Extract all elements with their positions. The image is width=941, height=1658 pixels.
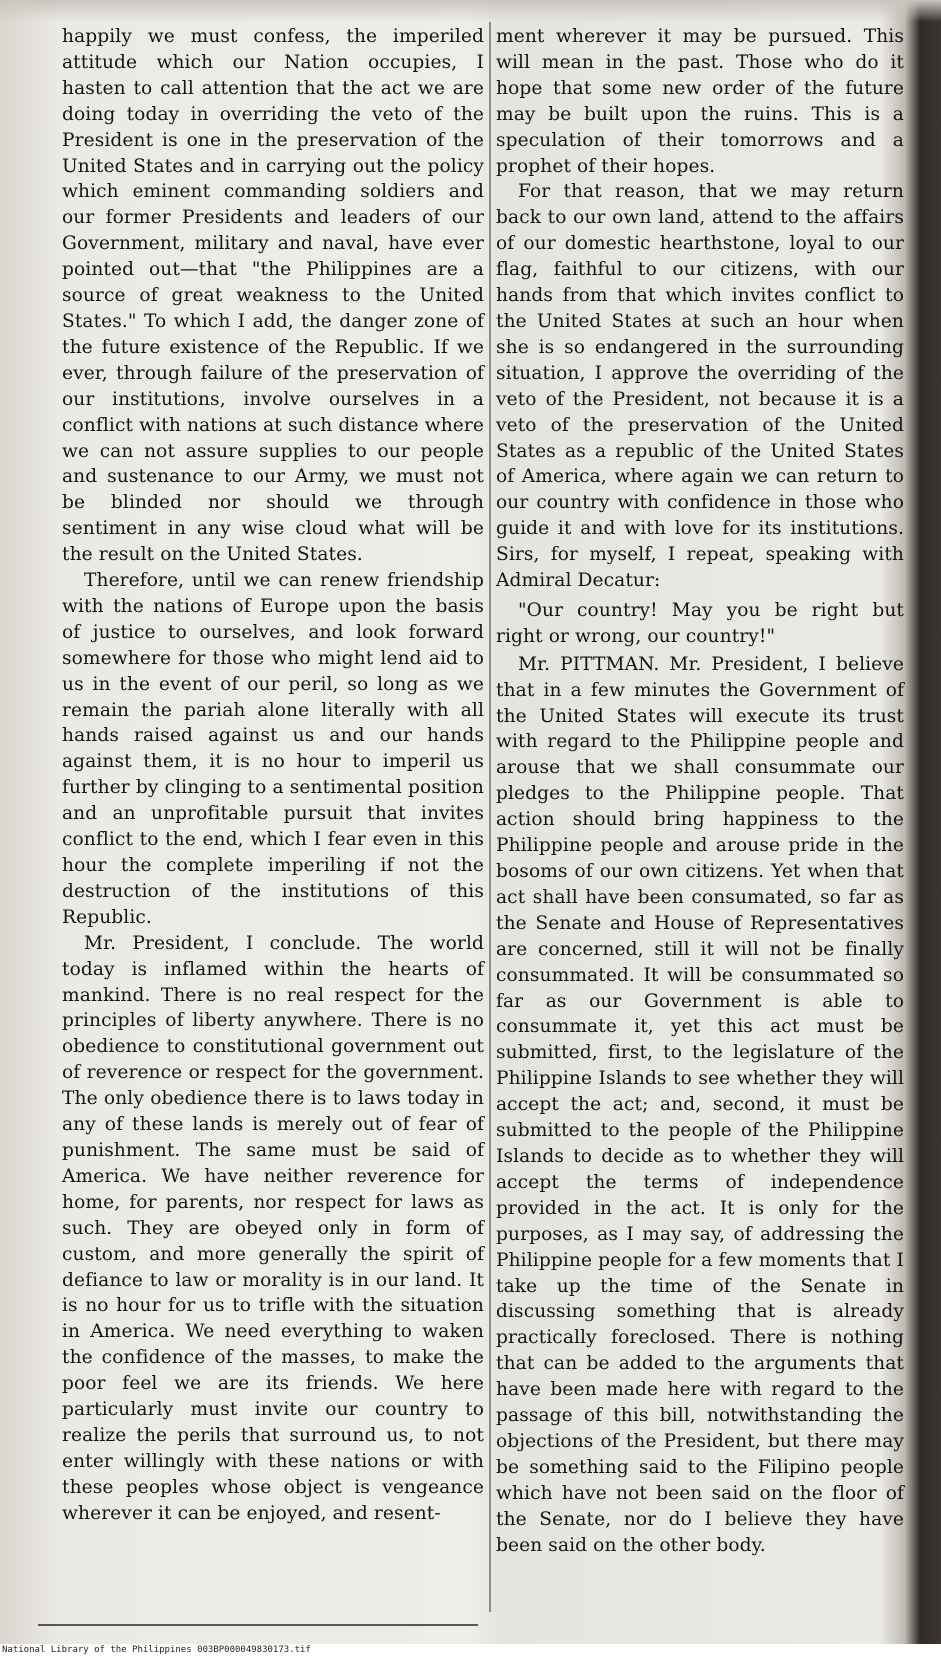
scan-edge-shadow bbox=[0, 0, 941, 22]
footer-caption: National Library of the Philippines 003BP000049830173.tif bbox=[2, 1645, 311, 1655]
bottom-rule bbox=[38, 1624, 478, 1626]
left-column bbox=[62, 24, 484, 1527]
left-paragraph-3: Mr. President, I conclude. The world today is inflamed within the hearts of mankind. There is no real respect for the principles of liberty anywhere. There is no obedience to constitutional government out of reverence or respect for the government. The only obedience there is to laws today in any of these lands is merely out of fear of punishment. The same must be said of America. We have neither reverence for home, for parents, nor respect for laws as such. They are obeyed only in form of custom, and more generally the spirit of defiance to law or morality is in our land. It is no hour for us to trifle with the situation in America. We need everything to waken the confidence of the masses, to make the poor feel we are its friends. We here particularly must invite our country to realize the perils that surround us, to not enter willingly with these nations or with these peoples whose object is vengeance wherever it can be enjoyed, and resent- bbox=[62, 932, 484, 1524]
left-paragraph-1: happily we must confess, the imperiled attitude which our Nation occupies, I hasten to call attention that the act we are doing today in overriding the veto of the President is one in the preservation of the United States and in carrying out the policy which eminent commanding soldiers and our former Presidents and leaders of our Government, military and naval, have ever pointed out—that "the Philippines are a source of great weakness to the United States." To which I add, the danger zone of the future existence of the Republic. If we ever, through failure of the preservation of our institutions, involve ourselves in a conflict with nations at such distance where we can not assure supplies to our people and sustenance to our Army, we must not be blinded nor should we through sentiment in any wise cloud what will be the result on the United States. bbox=[62, 26, 484, 566]
right-column bbox=[496, 24, 904, 1558]
column-divider bbox=[489, 22, 491, 1612]
left-paragraph-2: Therefore, until we can renew friendship with the nations of Europe upon the basis of justice to ourselves, and look forward somewhere for those who might lend aid to us in the event of our peril, so long as we remain the pariah alone literally with all hands raised against us and our hands against them, it is no hour to imperil us further by clinging to a sentimental position and an unprofitable pursuit that invites conflict to the end, which I fear even in this hour the complete imperiling if not the destruction of the institutions of this Republic. bbox=[62, 570, 484, 928]
right-paragraph-3: Mr. PITTMAN. Mr. President, I believe that in a few minutes the Government of the United States will execute its trust with regard to the Philippine people and arouse that we shall consummate our pledges to the Philippine people. That action should bring happiness to the Philippine people and arouse pride in the bosoms of our own citizens. Yet when that act shall have been consumated, so far as the Senate and House of Representatives are concerned, still it will not be finally consummated. It will be consummated so far as our Government is able to consummate it, yet this act must be submitted, first, to the legislature of the Philippine Islands to see whether they will accept the act; and, second, it must be submitted to the people of the Philippine Islands to decide as to whether they will accept the terms of independence provided in the act. It is only for the purposes, as I may say, of addressing the Philippine people for a few moments that I take up the time of the Senate in discussing something that is already practically foreclosed. There is nothing that can be added to the arguments that have been made here with regard to the passage of this bill, notwithstanding the objections of the President, but there may be something said to the Filipino people which have not been said on the floor of the Senate, nor do I believe they have been said on the other body. bbox=[496, 653, 904, 1556]
right-paragraph-1: ment wherever it may be pursued. This will mean in the past. Those who do it hope that some new order of the future may be built upon the ruins. This is a speculation of their tomorrows and a prophet of their hopes. bbox=[496, 26, 904, 177]
scan-footer bbox=[0, 1644, 941, 1658]
right-paragraph-2: For that reason, that we may return back to our own land, attend to the affairs of our domestic hearthstone, loyal to our flag, faithful to our citizens, with our hands from that which invites conflict to the United States at such an hour when she is so endangered in the surrounding situation, I approve the overriding of the veto of the President, not because it is a veto of the preservation of the United States as a republic of the United States of America, where again we can return to our country with confidence in those who guide it and with love for its institutions. Sirs, for myself, I repeat, speaking with Admiral Decatur: bbox=[496, 181, 904, 592]
decatur-quote: "Our country! May you be right but right or wrong, our country!" bbox=[496, 599, 904, 647]
